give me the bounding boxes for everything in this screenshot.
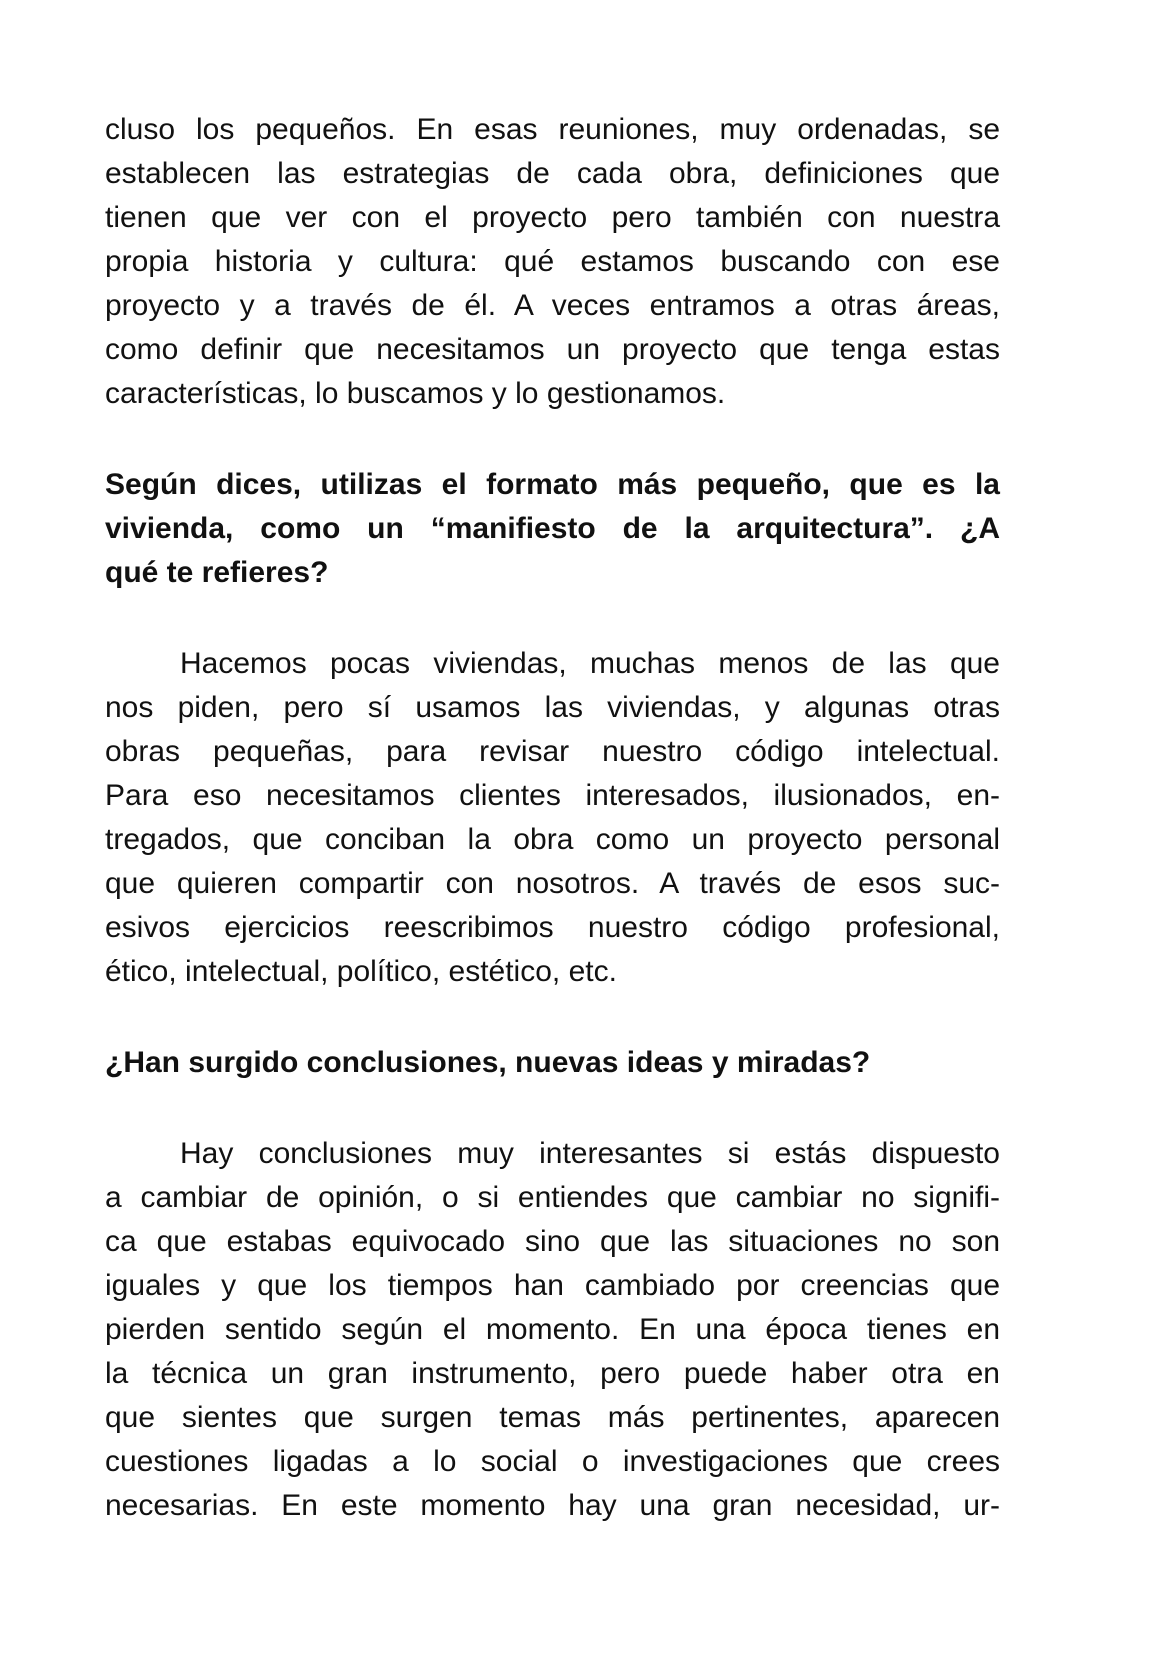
text-line: propia historia y cultura: qué estamos buscando con ese: [105, 245, 1000, 278]
text-line: tregados, que conciban la obra como un proyecto personal: [105, 823, 1000, 856]
text-line: ético, intelectual, político, estético, etc.: [105, 955, 617, 988]
text-line: obras pequeñas, para revisar nuestro código intelectual.: [105, 735, 1000, 768]
text-line: como definir que necesitamos un proyecto que tenga estas: [105, 333, 1000, 366]
text-line: nos piden, pero sí usamos las viviendas, y algunas otras: [105, 691, 1000, 724]
interview-question: [105, 1041, 1000, 1085]
text-line: a cambiar de opinión, o si entiendes que cambiar no signifi-: [105, 1181, 1000, 1214]
text-line: Hacemos pocas viviendas, muchas menos de las que: [180, 647, 1000, 680]
text-line: pierden sentido según el momento. En una época tienes en: [105, 1313, 1000, 1346]
text-line: necesarias. En este momento hay una gran necesidad, ur-: [105, 1489, 1000, 1522]
interview-answer: [105, 642, 1000, 994]
text-line: establecen las estrategias de cada obra, definiciones que: [105, 157, 1000, 190]
text-line: características, lo buscamos y lo gestionamos.: [105, 377, 726, 410]
text-line: que quieren compartir con nosotros. A través de esos suc-: [105, 867, 1000, 900]
text-line: esivos ejercicios reescribimos nuestro código profesional,: [105, 911, 1000, 944]
interview-answer: [105, 108, 1000, 416]
text-line: la técnica un gran instrumento, pero puede haber otra en: [105, 1357, 1000, 1390]
text-line: que sientes que surgen temas más pertinentes, aparecen: [105, 1401, 1000, 1434]
text-line: cuestiones ligadas a lo social o investigaciones que crees: [105, 1445, 1000, 1478]
text-line: cluso los pequeños. En esas reuniones, muy ordenadas, se: [105, 113, 1000, 146]
text-line: ca que estabas equivocado sino que las situaciones no son: [105, 1225, 1000, 1258]
interview-answer: [105, 1132, 1000, 1528]
text-line: Según dices, utilizas el formato más pequeño, que es la: [105, 468, 1000, 501]
text-line: Para eso necesitamos clientes interesados, ilusionados, en-: [105, 779, 1000, 812]
text-line: proyecto y a través de él. A veces entramos a otras áreas,: [105, 289, 1000, 322]
text-line: vivienda, como un “manifiesto de la arquitectura”. ¿A: [105, 512, 1000, 545]
document-page: [105, 108, 1000, 1575]
text-line: iguales y que los tiempos han cambiado por creencias que: [105, 1269, 1000, 1302]
text-line: qué te refieres?: [105, 556, 329, 589]
text-line: ¿Han surgido conclusiones, nuevas ideas y miradas?: [105, 1046, 871, 1079]
text-line: Hay conclusiones muy interesantes si estás dispuesto: [180, 1137, 1000, 1170]
text-line: tienen que ver con el proyecto pero también con nuestra: [105, 201, 1000, 234]
interview-question: [105, 463, 1000, 595]
